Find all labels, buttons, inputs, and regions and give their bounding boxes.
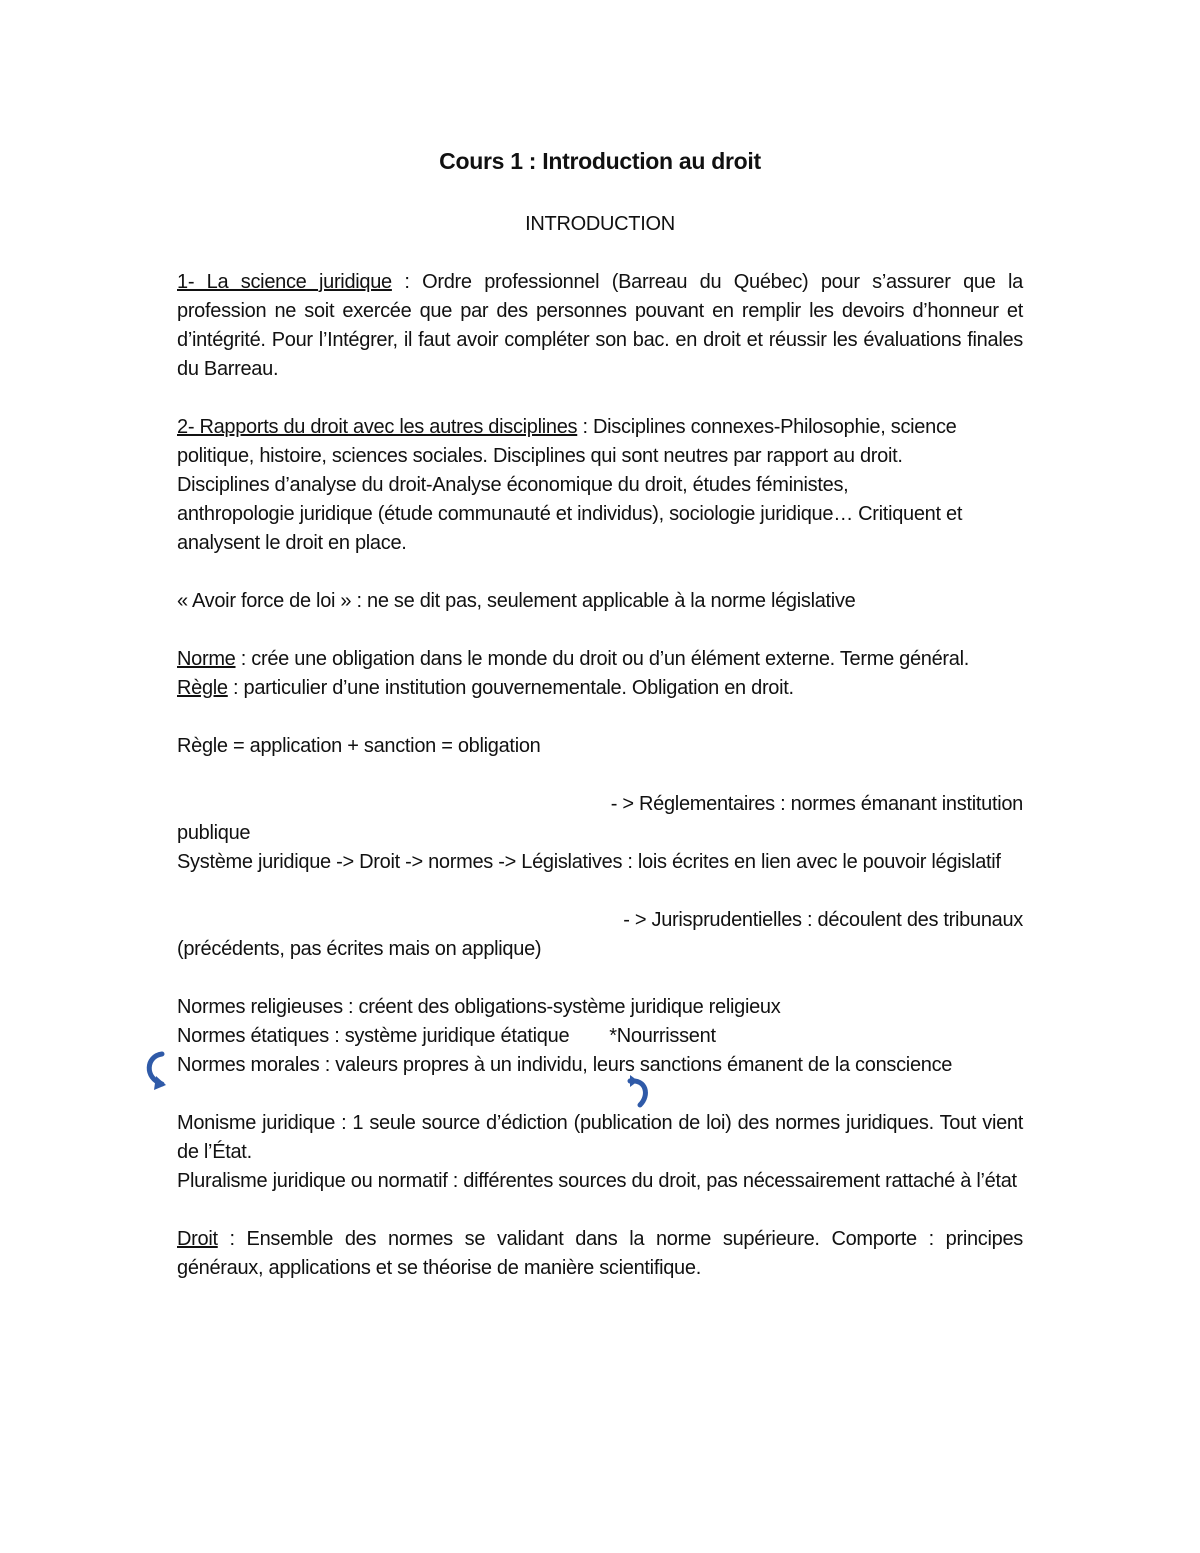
- text-norme: : crée une obligation dans le monde du droit ou d’un élément externe. Terme général.: [235, 648, 970, 670]
- paragraph-force-de-loi: « Avoir force de loi » : ne se dit pas, seulement applicable à la norme législative: [177, 590, 856, 612]
- text-regle: : particulier d’une institution gouvernementale. Obligation en droit.: [227, 677, 794, 699]
- paragraph-science-juridique: [177, 268, 1023, 384]
- line-normes-etatiques: [177, 1022, 1023, 1051]
- curved-arrow-icon: [624, 1073, 656, 1113]
- line-reglementaires-cont: publique: [177, 822, 251, 844]
- paragraph-equation: Règle = application + sanction = obligation: [177, 735, 541, 757]
- text-normes-etatiques: Normes étatiques : système juridique étatique: [177, 1025, 570, 1047]
- line-reglementaires: - > Réglementaires : normes émanant institution: [610, 793, 1023, 815]
- paragraph-pluralisme: Pluralisme juridique ou normatif : différentes sources du droit, pas nécessairement rattaché à l’état: [177, 1170, 1017, 1192]
- paragraph-norme: [177, 645, 1023, 674]
- paragraph-monisme: Monisme juridique : 1 seule source d’édiction (publication de loi) des normes juridiques. Tout vient de l’État.: [177, 1112, 1023, 1163]
- term-droit: Droit: [177, 1228, 218, 1250]
- term-science-juridique: 1- La science juridique: [177, 271, 392, 293]
- line-jurisprudentielles: - > Jurisprudentielles : découlent des tribunaux: [623, 909, 1023, 931]
- curved-arrow-left-icon: [140, 1048, 174, 1094]
- term-regle: Règle: [177, 677, 228, 699]
- paragraph-normes-morales: Normes morales : valeurs propres à un individu, leurs sanctions émanent de la conscience: [177, 1054, 953, 1076]
- text-droit: : Ensemble des normes se validant dans la norme supérieure. Comporte : principes généraux, applications et se théorise de manière scientifique.: [177, 1228, 1023, 1279]
- text-rapports-disciplines: : Disciplines connexes-Philosophie, science politique, histoire, sciences sociales. Disciplines qui sont neutres par rapport au droit. Disciplines d’analyse du droit-Analyse économique du droit, études féministes, anthropologie juridique (étude communauté et individus), sociologie juridique… Critiquent et analysent le droit en place.: [177, 416, 963, 554]
- line-normes-religieuses: Normes religieuses : créent des obligations-système juridique religieux: [177, 996, 781, 1018]
- paragraph-droit: [177, 1225, 1023, 1283]
- line-jurisprudentielles-cont: (précédents, pas écrites mais on applique): [177, 938, 542, 960]
- text-science-juridique: : Ordre professionnel (Barreau du Québec) pour s’assurer que la profession ne soit exercée que par des personnes pouvant en remplir les devoirs d’honneur et d’intégrité. Pour l’Intégrer, il faut avoir compléter son bac. en droit et réussir les évaluations finales du Barreau.: [177, 271, 1023, 380]
- section-heading-introduction: INTRODUCTION: [525, 213, 675, 235]
- term-norme: Norme: [177, 648, 236, 670]
- text-nourrissent: *Nourrissent: [609, 1025, 716, 1047]
- paragraph-regle: [177, 674, 1023, 703]
- paragraph-rapports-disciplines: [177, 413, 1023, 558]
- document-title: Cours 1 : Introduction au droit: [439, 148, 761, 174]
- paragraph-systeme-juridique: Système juridique -> Droit -> normes -> Législatives : lois écrites en lien avec le pouvoir législatif: [177, 851, 1001, 873]
- document-body: [177, 143, 1023, 1283]
- term-rapports-disciplines: 2- Rapports du droit avec les autres disciplines: [177, 416, 578, 438]
